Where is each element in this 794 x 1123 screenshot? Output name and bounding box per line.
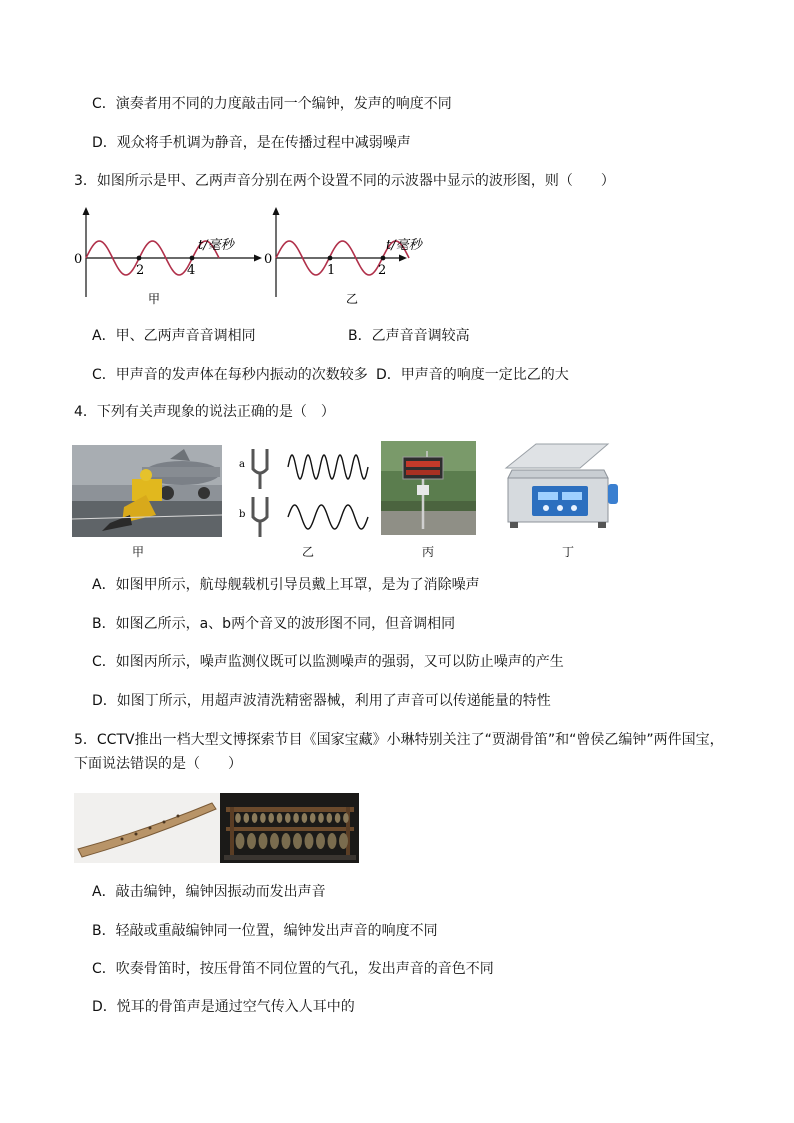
q2-option-d: D．观众将手机调为静音，是在传播过程中减弱噪声 [92,135,411,151]
q5-option-a: A．敲击编钟，编钟因振动而发出声音 [92,884,326,900]
bell-small [327,813,333,823]
bell-small [310,813,316,823]
bell-small [318,813,324,823]
bell-large [247,833,256,849]
bell-large [328,833,337,849]
photo-carrier-deck [72,445,222,537]
q4-caption-yi: 乙 [301,545,314,559]
q4-option-b: B．如图乙所示，a、b两个音叉的波形图不同，但音调相同 [92,616,456,632]
graph-yi-tick-dot-1 [328,256,333,261]
bell-large [339,833,348,849]
graph-jia-y-arrow [83,207,90,215]
graph-yi-origin: 0 [264,252,273,267]
graph-yi [264,207,425,297]
bell-small [293,813,299,823]
bell-small [260,813,266,823]
bell-large [305,833,314,849]
graph-yi-tick-2: 2 [378,263,387,278]
bell-small [252,813,258,823]
photo-noise-monitor [381,441,476,535]
bell-small [277,813,283,823]
q3-option-b: B．乙声音音调较高 [348,328,470,344]
graph-jia-tick-dot-2 [190,256,195,261]
q3-stem: 3．如图所示是甲、乙两声音分别在两个设置不同的示波器中显示的波形图，则（ ） [74,173,615,189]
bell-large [270,833,279,849]
graph-yi-y-arrow [273,207,280,215]
bell-small [343,813,349,823]
q2-option-c: C．演奏者用不同的力度敲击同一个编钟，发声的响度不同 [92,96,452,112]
tuning-fork-b-icon [253,497,267,537]
fork-b-wave [288,505,368,529]
graph-jia-axis-label: t/毫秒 [198,238,234,253]
q4-caption-jia: 甲 [131,545,144,559]
q4-caption-ding: 丁 [561,545,574,559]
bone-flute-photo [74,793,220,863]
q5-stem-line1: 5．CCTV推出一档大型文博探索节目《国家宝藏》小琳特别关注了“贾湖骨笛”和“曾侯乙编钟”两件国宝， [74,732,724,748]
graph-jia-caption: 甲 [148,292,161,306]
q3-waveform-figure [66,205,426,315]
q5-option-d: D．悦耳的骨笛声是通过空气传入人耳中的 [92,999,355,1015]
photo-national-treasures [74,793,359,863]
bell-large [316,833,325,849]
q3-option-a: A．甲、乙两声音音调相同 [92,328,256,344]
chime-bells-photo [220,793,359,863]
bell-large [236,833,245,849]
q4-caption-bing: 丙 [421,545,434,559]
bell-small [235,813,241,823]
bell-large [259,833,268,849]
tuning-fork-figure [236,443,372,539]
q4-option-d: D．如图丁所示，用超声波清洗精密器械，利用了声音可以传递能量的特性 [92,693,551,709]
graph-yi-caption: 乙 [346,292,359,306]
graph-jia-tick-dot-1 [137,256,142,261]
bell-small [244,813,250,823]
fork-b-label: b [239,509,246,520]
fork-a-label: a [239,459,245,470]
q3-option-c: C．甲声音的发声体在每秒内振动的次数较多 [92,367,368,383]
q3-option-d: D．甲声音的响度一定比乙的大 [376,367,569,383]
graph-yi-axis-label: t/毫秒 [386,238,422,253]
graph-jia-tick-2: 4 [187,263,196,278]
graph-yi-tick-dot-2 [381,256,386,261]
photo-ultrasonic-cleaner [496,440,630,540]
bell-large [293,833,302,849]
bell-small [335,813,341,823]
graph-jia-x-arrow [254,255,262,262]
q4-option-c: C．如图丙所示，噪声监测仪既可以监测噪声的强弱，又可以防止噪声的产生 [92,654,564,670]
bell-small [285,813,291,823]
q5-stem-line2: 下面说法错误的是（ ） [74,756,242,772]
graph-yi-tick-1: 1 [327,263,336,278]
graph-jia-origin: 0 [74,252,83,267]
q5-option-c: C．吹奏骨笛时，按压骨笛不同位置的气孔，发出声音的音色不同 [92,961,494,977]
bell-small [268,813,274,823]
bell-large [282,833,291,849]
graph-yi-x-arrow [399,255,407,262]
tuning-fork-a-icon [253,449,267,489]
q5-option-b: B．轻敲或重敲编钟同一位置，编钟发出声音的响度不同 [92,923,438,939]
graph-jia [74,207,262,297]
q4-stem: 4．下列有关声现象的说法正确的是（ ） [74,404,335,420]
bell-small [302,813,308,823]
fork-a-wave [288,455,368,479]
q4-option-a: A．如图甲所示，航母舰载机引导员戴上耳罩，是为了消除噪声 [92,577,480,593]
graph-jia-tick-1: 2 [136,263,145,278]
